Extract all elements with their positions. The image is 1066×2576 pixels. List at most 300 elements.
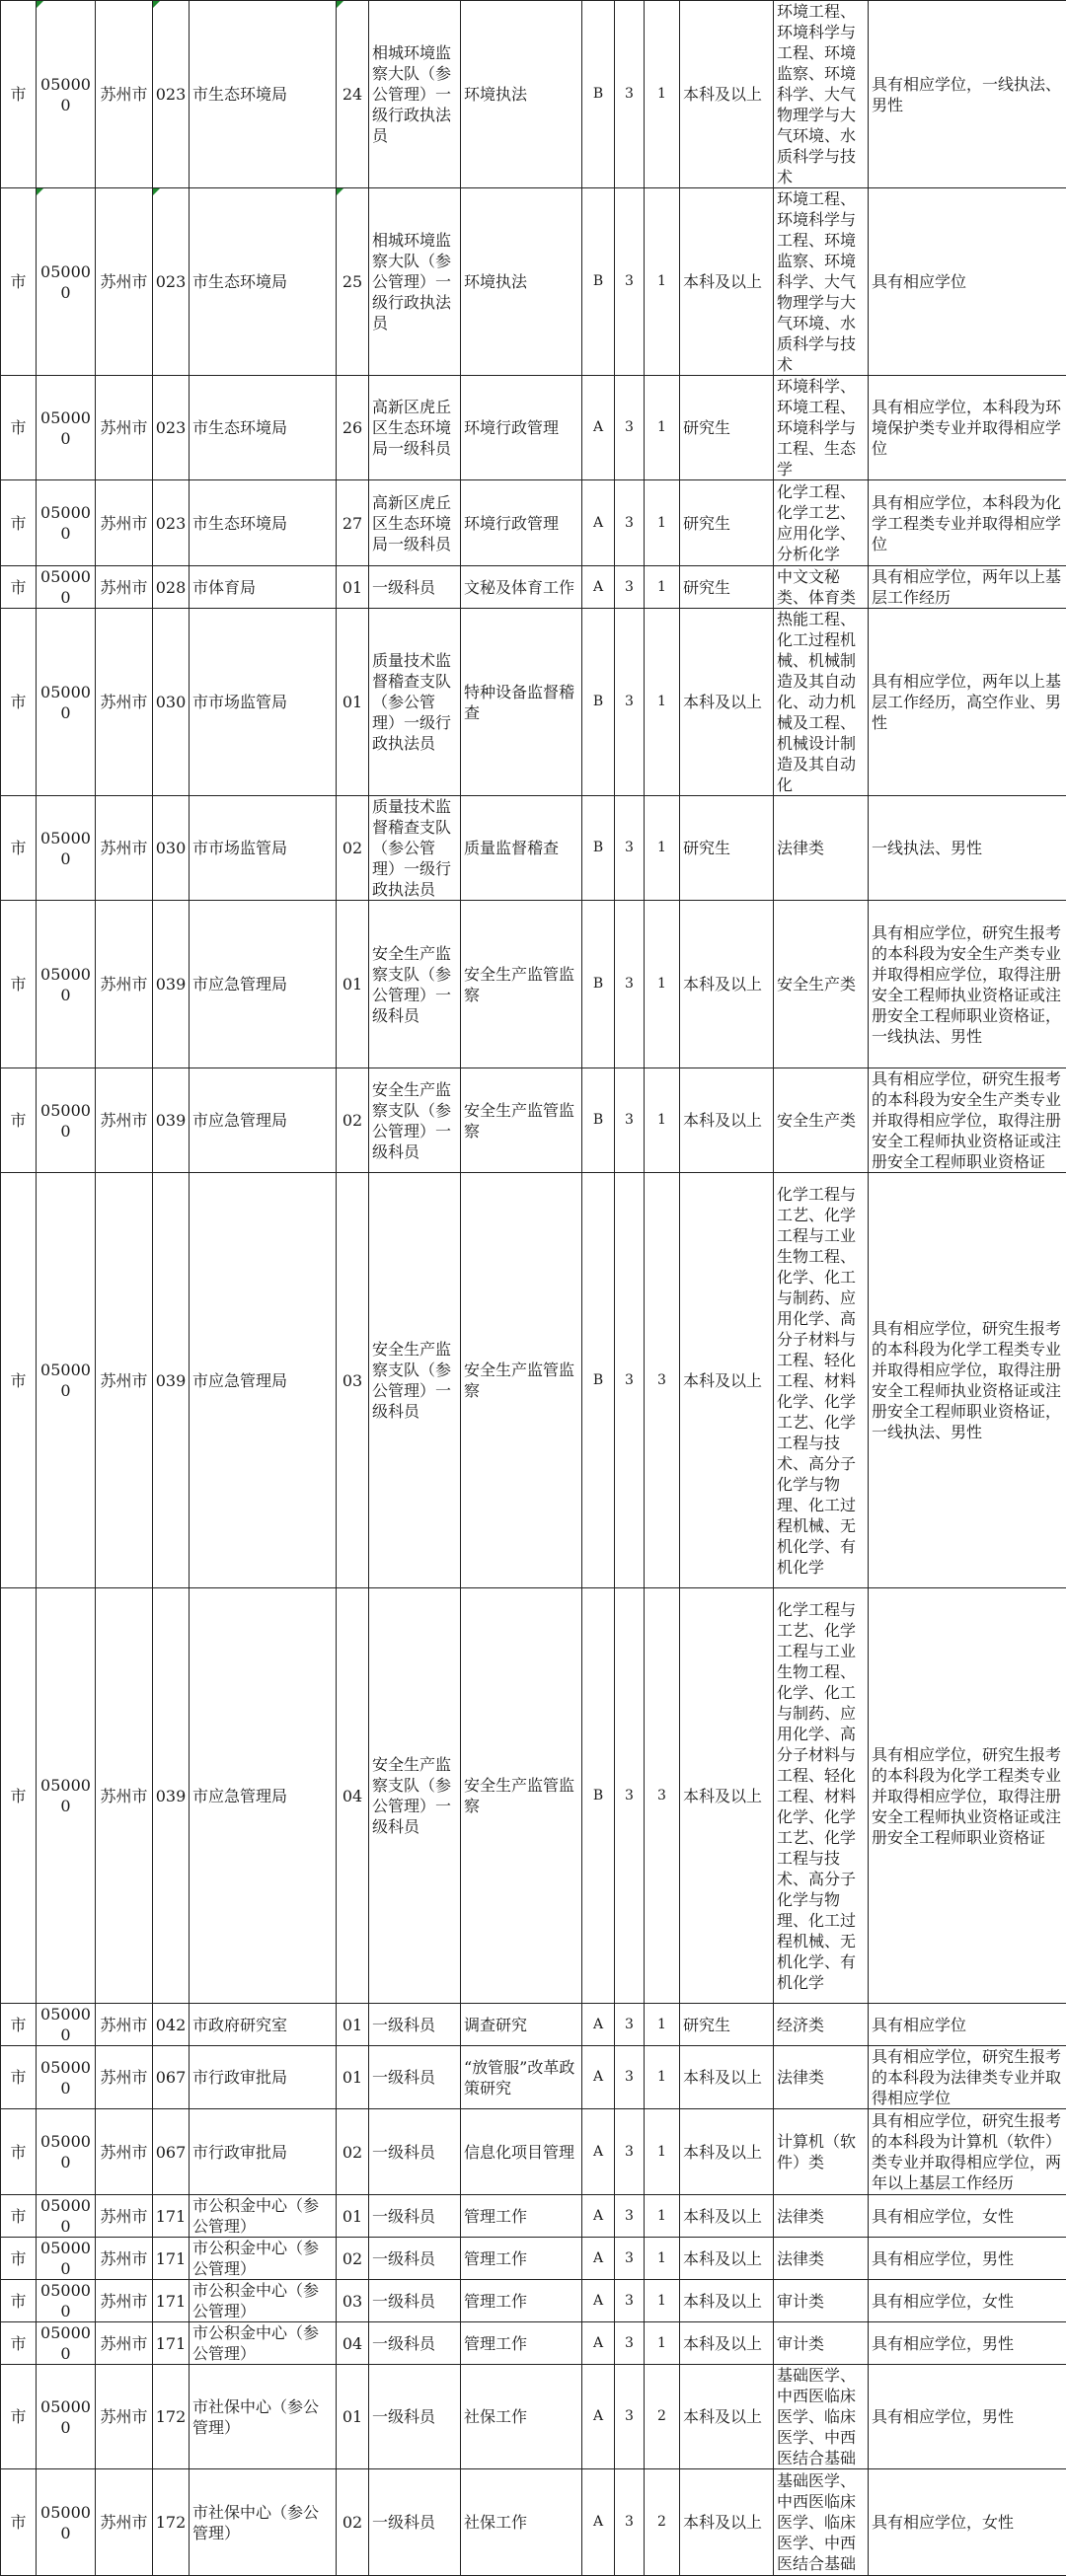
dept-code-cell: 067: [153, 2046, 190, 2109]
unit-cell: 质量技术监督稽查支队（参公管理）一级行政执法员: [369, 609, 461, 796]
exam-category-cell: B: [582, 188, 615, 376]
education-cell: 本科及以上: [680, 2046, 774, 2109]
dept-name-cell: 市应急管理局: [190, 901, 337, 1068]
dept-name-cell: 市应急管理局: [190, 1068, 337, 1173]
table-row: [1, 2469, 1066, 2576]
duty-cell: 社保工作: [461, 2365, 582, 2469]
ratio-cell: 3: [615, 2046, 645, 2109]
ratio-cell: 3: [615, 2238, 645, 2280]
dept-name-cell: 市行政审批局: [190, 2046, 337, 2109]
recruit-code-cell: 050000: [37, 2322, 96, 2365]
exam-category-cell: B: [582, 796, 615, 901]
table-row: [1, 2322, 1066, 2365]
duty-cell: 安全生产监管监察: [461, 1173, 582, 1588]
major-cell: 基础医学、中西医临床医学、临床医学、中西医结合基础: [774, 2365, 869, 2469]
city-cell: 苏州市: [96, 901, 153, 1068]
unit-cell: 质量技术监督稽查支队（参公管理）一级行政执法员: [369, 796, 461, 901]
exam-category-cell: A: [582, 2046, 615, 2109]
requirements-cell: 具有相应学位，男性: [869, 2322, 1066, 2365]
dept-code-cell: 039: [153, 1068, 190, 1173]
unit-cell: 相城环境监察大队（参公管理）一级行政执法员: [369, 1, 461, 188]
recruit-code-cell: 050000: [37, 2195, 96, 2238]
major-cell: 化学工程与工艺、化学工程与工业生物工程、化学、化工与制药、应用化学、高分子材料与工程、轻化工程、材料化学、化学工艺、化学工程与技术、高分子化学与物理、化工过程机械、无机化学、有机化学: [774, 1588, 869, 2004]
education-cell: 本科及以上: [680, 609, 774, 796]
requirements-cell: 具有相应学位，女性: [869, 2195, 1066, 2238]
major-cell: 化学工程与工艺、化学工程与工业生物工程、化学、化工与制药、应用化学、高分子材料与工程、轻化工程、材料化学、化学工艺、化学工程与技术、高分子化学与物理、化工过程机械、无机化学、有机化学: [774, 1173, 869, 1588]
requirements-cell: 具有相应学位，研究生报考的本科段为安全生产类专业并取得相应学位，取得注册安全工程师执业资格证或注册安全工程师职业资格证: [869, 1068, 1066, 1173]
major-cell: 法律类: [774, 2238, 869, 2280]
duty-cell: 信息化项目管理: [461, 2109, 582, 2195]
headcount-cell: 1: [645, 188, 680, 376]
city-cell: 苏州市: [96, 1588, 153, 2004]
exam-category-cell: A: [582, 2195, 615, 2238]
dept-name-cell: 市社保中心（参公管理）: [190, 2365, 337, 2469]
table-row: [1, 1588, 1066, 2004]
major-cell: 中文文秘类、体育类: [774, 566, 869, 609]
major-cell: 审计类: [774, 2280, 869, 2322]
requirements-cell: 具有相应学位，男性: [869, 2238, 1066, 2280]
table-row: [1, 480, 1066, 566]
education-cell: 本科及以上: [680, 188, 774, 376]
position-code-cell: 01: [337, 609, 369, 796]
position-code-cell: 01: [337, 901, 369, 1068]
level-cell: 市: [1, 2004, 37, 2046]
exam-category-cell: B: [582, 609, 615, 796]
dept-code-cell: 023: [153, 1, 190, 188]
level-cell: 市: [1, 1588, 37, 2004]
level-cell: 市: [1, 2280, 37, 2322]
ratio-cell: 3: [615, 609, 645, 796]
duty-cell: 环境执法: [461, 188, 582, 376]
requirements-cell: 具有相应学位，一线执法、男性: [869, 1, 1066, 188]
unit-cell: 一级科员: [369, 2004, 461, 2046]
headcount-cell: 1: [645, 1, 680, 188]
recruit-code-cell: 050000: [37, 796, 96, 901]
recruit-code-cell: 050000: [37, 1, 96, 188]
dept-name-cell: 市体育局: [190, 566, 337, 609]
dept-name-cell: 市生态环境局: [190, 480, 337, 566]
position-code-cell: 02: [337, 2238, 369, 2280]
education-cell: 研究生: [680, 376, 774, 480]
position-code-cell: 01: [337, 2004, 369, 2046]
headcount-cell: 1: [645, 796, 680, 901]
recruit-code-cell: 050000: [37, 2469, 96, 2576]
unit-cell: 一级科员: [369, 2280, 461, 2322]
dept-name-cell: 市生态环境局: [190, 376, 337, 480]
dept-name-cell: 市生态环境局: [190, 188, 337, 376]
recruit-code-cell: 050000: [37, 2046, 96, 2109]
level-cell: 市: [1, 2322, 37, 2365]
city-cell: 苏州市: [96, 480, 153, 566]
table-row: [1, 2195, 1066, 2238]
ratio-cell: 3: [615, 2280, 645, 2322]
education-cell: 本科及以上: [680, 901, 774, 1068]
dept-code-cell: 039: [153, 1173, 190, 1588]
position-code-cell: 02: [337, 1068, 369, 1173]
major-cell: 法律类: [774, 2195, 869, 2238]
level-cell: 市: [1, 2046, 37, 2109]
ratio-cell: 3: [615, 1173, 645, 1588]
dept-name-cell: 市政府研究室: [190, 2004, 337, 2046]
table-row: [1, 609, 1066, 796]
duty-cell: 安全生产监管监察: [461, 1588, 582, 2004]
dept-code-cell: 023: [153, 376, 190, 480]
dept-name-cell: 市应急管理局: [190, 1588, 337, 2004]
headcount-cell: 2: [645, 2469, 680, 2576]
duty-cell: “放管服”改革政策研究: [461, 2046, 582, 2109]
dept-name-cell: 市公积金中心（参公管理）: [190, 2195, 337, 2238]
position-code-cell: 01: [337, 2365, 369, 2469]
exam-category-cell: A: [582, 376, 615, 480]
level-cell: 市: [1, 2469, 37, 2576]
requirements-cell: 具有相应学位，两年以上基层工作经历，高空作业、男性: [869, 609, 1066, 796]
requirements-cell: 具有相应学位，本科段为环境保护类专业并取得相应学位: [869, 376, 1066, 480]
ratio-cell: 3: [615, 480, 645, 566]
education-cell: 本科及以上: [680, 2322, 774, 2365]
unit-cell: 一级科员: [369, 2365, 461, 2469]
city-cell: 苏州市: [96, 2469, 153, 2576]
unit-cell: 一级科员: [369, 2109, 461, 2195]
city-cell: 苏州市: [96, 1, 153, 188]
headcount-cell: 3: [645, 1588, 680, 2004]
dept-code-cell: 171: [153, 2322, 190, 2365]
dept-name-cell: 市社保中心（参公管理）: [190, 2469, 337, 2576]
ratio-cell: 3: [615, 1588, 645, 2004]
exam-category-cell: B: [582, 1173, 615, 1588]
requirements-cell: 具有相应学位: [869, 188, 1066, 376]
education-cell: 本科及以上: [680, 2238, 774, 2280]
unit-cell: 安全生产监察支队（参公管理）一级科员: [369, 1173, 461, 1588]
table-row: [1, 2238, 1066, 2280]
recruit-code-cell: 050000: [37, 2365, 96, 2469]
headcount-cell: 1: [645, 901, 680, 1068]
exam-category-cell: B: [582, 1, 615, 188]
requirements-cell: 具有相应学位，研究生报考的本科段为计算机（软件）类专业并取得相应学位，两年以上基层工作经历: [869, 2109, 1066, 2195]
requirements-cell: 具有相应学位，两年以上基层工作经历: [869, 566, 1066, 609]
ratio-cell: 3: [615, 376, 645, 480]
position-code-cell: 02: [337, 2109, 369, 2195]
major-cell: 热能工程、化工过程机械、机械制造及其自动化、动力机械及工程、机械设计制造及其自动化: [774, 609, 869, 796]
dept-name-cell: 市公积金中心（参公管理）: [190, 2238, 337, 2280]
duty-cell: 特种设备监督稽查: [461, 609, 582, 796]
headcount-cell: 3: [645, 1173, 680, 1588]
duty-cell: 质量监督稽查: [461, 796, 582, 901]
level-cell: 市: [1, 2238, 37, 2280]
exam-category-cell: A: [582, 2238, 615, 2280]
recruit-code-cell: 050000: [37, 2280, 96, 2322]
headcount-cell: 1: [645, 2004, 680, 2046]
duty-cell: 调查研究: [461, 2004, 582, 2046]
level-cell: 市: [1, 901, 37, 1068]
ratio-cell: 3: [615, 901, 645, 1068]
exam-category-cell: B: [582, 1068, 615, 1173]
ratio-cell: 3: [615, 566, 645, 609]
headcount-cell: 1: [645, 2238, 680, 2280]
recruit-code-cell: 050000: [37, 1588, 96, 2004]
unit-cell: 高新区虎丘区生态环境局一级科员: [369, 480, 461, 566]
level-cell: 市: [1, 1, 37, 188]
unit-cell: 相城环境监察大队（参公管理）一级行政执法员: [369, 188, 461, 376]
headcount-cell: 1: [645, 609, 680, 796]
education-cell: 研究生: [680, 796, 774, 901]
position-code-cell: 02: [337, 796, 369, 901]
dept-code-cell: 171: [153, 2280, 190, 2322]
major-cell: 环境科学、环境工程、环境科学与工程、生态学: [774, 376, 869, 480]
level-cell: 市: [1, 376, 37, 480]
requirements-cell: 具有相应学位: [869, 2004, 1066, 2046]
table-row: [1, 2004, 1066, 2046]
level-cell: 市: [1, 2195, 37, 2238]
unit-cell: 安全生产监察支队（参公管理）一级科员: [369, 901, 461, 1068]
dept-code-cell: 067: [153, 2109, 190, 2195]
dept-name-cell: 市生态环境局: [190, 1, 337, 188]
dept-code-cell: 172: [153, 2365, 190, 2469]
requirements-cell: 具有相应学位，研究生报考的本科段为化学工程类专业并取得相应学位，取得注册安全工程师执业资格证或注册安全工程师职业资格证，一线执法、男性: [869, 1173, 1066, 1588]
duty-cell: 环境执法: [461, 1, 582, 188]
duty-cell: 管理工作: [461, 2238, 582, 2280]
table-row: [1, 1068, 1066, 1173]
major-cell: 环境工程、环境科学与工程、环境监察、环境科学、大气物理学与大气环境、水质科学与技术: [774, 188, 869, 376]
position-code-cell: 03: [337, 2280, 369, 2322]
level-cell: 市: [1, 609, 37, 796]
exam-category-cell: A: [582, 2365, 615, 2469]
exam-category-cell: A: [582, 566, 615, 609]
city-cell: 苏州市: [96, 566, 153, 609]
table-row: [1, 1173, 1066, 1588]
major-cell: 化学工程、化学工艺、应用化学、分析化学: [774, 480, 869, 566]
recruit-code-cell: 050000: [37, 566, 96, 609]
recruit-code-cell: 050000: [37, 901, 96, 1068]
exam-category-cell: A: [582, 480, 615, 566]
position-code-cell: 04: [337, 1588, 369, 2004]
duty-cell: 环境行政管理: [461, 376, 582, 480]
duty-cell: 社保工作: [461, 2469, 582, 2576]
recruit-code-cell: 050000: [37, 188, 96, 376]
level-cell: 市: [1, 2365, 37, 2469]
dept-name-cell: 市行政审批局: [190, 2109, 337, 2195]
requirements-cell: 具有相应学位，研究生报考的本科段为安全生产类专业并取得相应学位，取得注册安全工程师执业资格证或注册安全工程师职业资格证，一线执法、男性: [869, 901, 1066, 1068]
dept-name-cell: 市应急管理局: [190, 1173, 337, 1588]
recruit-code-cell: 050000: [37, 609, 96, 796]
city-cell: 苏州市: [96, 1173, 153, 1588]
city-cell: 苏州市: [96, 2004, 153, 2046]
duty-cell: 管理工作: [461, 2322, 582, 2365]
dept-name-cell: 市市场监管局: [190, 609, 337, 796]
level-cell: 市: [1, 1173, 37, 1588]
dept-code-cell: 039: [153, 901, 190, 1068]
exam-category-cell: B: [582, 1588, 615, 2004]
table-row: [1, 376, 1066, 480]
table-row: [1, 796, 1066, 901]
table-row: [1, 2046, 1066, 2109]
ratio-cell: 3: [615, 1068, 645, 1173]
education-cell: 本科及以上: [680, 1068, 774, 1173]
exam-category-cell: A: [582, 2469, 615, 2576]
position-code-cell: 01: [337, 2195, 369, 2238]
headcount-cell: 1: [645, 2046, 680, 2109]
position-code-cell: 01: [337, 566, 369, 609]
city-cell: 苏州市: [96, 609, 153, 796]
unit-cell: 一级科员: [369, 2469, 461, 2576]
city-cell: 苏州市: [96, 1068, 153, 1173]
city-cell: 苏州市: [96, 796, 153, 901]
education-cell: 本科及以上: [680, 2365, 774, 2469]
recruit-code-cell: 050000: [37, 376, 96, 480]
requirements-cell: 具有相应学位，研究生报考的本科段为化学工程类专业并取得相应学位，取得注册安全工程师执业资格证或注册安全工程师职业资格证: [869, 1588, 1066, 2004]
dept-code-cell: 028: [153, 566, 190, 609]
headcount-cell: 2: [645, 2365, 680, 2469]
dept-name-cell: 市公积金中心（参公管理）: [190, 2322, 337, 2365]
position-code-cell: 25: [337, 188, 369, 376]
unit-cell: 一级科员: [369, 2046, 461, 2109]
dept-name-cell: 市公积金中心（参公管理）: [190, 2280, 337, 2322]
unit-cell: 高新区虎丘区生态环境局一级科员: [369, 376, 461, 480]
education-cell: 研究生: [680, 480, 774, 566]
education-cell: 本科及以上: [680, 1, 774, 188]
requirements-cell: 一线执法、男性: [869, 796, 1066, 901]
dept-code-cell: 039: [153, 1588, 190, 2004]
major-cell: 安全生产类: [774, 1068, 869, 1173]
unit-cell: 安全生产监察支队（参公管理）一级科员: [369, 1068, 461, 1173]
headcount-cell: 1: [645, 480, 680, 566]
ratio-cell: 3: [615, 2109, 645, 2195]
city-cell: 苏州市: [96, 2046, 153, 2109]
education-cell: 本科及以上: [680, 2109, 774, 2195]
education-cell: 本科及以上: [680, 1588, 774, 2004]
unit-cell: 一级科员: [369, 2195, 461, 2238]
education-cell: 本科及以上: [680, 2195, 774, 2238]
position-code-cell: 27: [337, 480, 369, 566]
table-row: [1, 901, 1066, 1068]
requirements-cell: 具有相应学位，本科段为化学工程类专业并取得相应学位: [869, 480, 1066, 566]
requirements-cell: 具有相应学位，女性: [869, 2280, 1066, 2322]
duty-cell: 管理工作: [461, 2195, 582, 2238]
education-cell: 研究生: [680, 566, 774, 609]
exam-category-cell: A: [582, 2280, 615, 2322]
level-cell: 市: [1, 796, 37, 901]
major-cell: 经济类: [774, 2004, 869, 2046]
recruit-code-cell: 050000: [37, 2004, 96, 2046]
dept-code-cell: 023: [153, 480, 190, 566]
duty-cell: 安全生产监管监察: [461, 1068, 582, 1173]
headcount-cell: 1: [645, 1068, 680, 1173]
duty-cell: 安全生产监管监察: [461, 901, 582, 1068]
duty-cell: 文秘及体育工作: [461, 566, 582, 609]
exam-category-cell: B: [582, 901, 615, 1068]
education-cell: 本科及以上: [680, 2469, 774, 2576]
city-cell: 苏州市: [96, 376, 153, 480]
education-cell: 研究生: [680, 2004, 774, 2046]
recruit-code-cell: 050000: [37, 1068, 96, 1173]
unit-cell: 一级科员: [369, 2238, 461, 2280]
headcount-cell: 1: [645, 2322, 680, 2365]
unit-cell: 安全生产监察支队（参公管理）一级科员: [369, 1588, 461, 2004]
city-cell: 苏州市: [96, 188, 153, 376]
table-row: [1, 2365, 1066, 2469]
dept-code-cell: 023: [153, 188, 190, 376]
recruit-code-cell: 050000: [37, 480, 96, 566]
ratio-cell: 3: [615, 188, 645, 376]
table-row: [1, 188, 1066, 376]
dept-code-cell: 030: [153, 796, 190, 901]
recruit-code-cell: 050000: [37, 2109, 96, 2195]
headcount-cell: 1: [645, 2109, 680, 2195]
ratio-cell: 3: [615, 796, 645, 901]
level-cell: 市: [1, 480, 37, 566]
position-code-cell: 01: [337, 2046, 369, 2109]
major-cell: 计算机（软件）类: [774, 2109, 869, 2195]
table-row: [1, 2280, 1066, 2322]
dept-code-cell: 171: [153, 2195, 190, 2238]
level-cell: 市: [1, 2109, 37, 2195]
major-cell: 法律类: [774, 2046, 869, 2109]
exam-category-cell: A: [582, 2322, 615, 2365]
education-cell: 本科及以上: [680, 1173, 774, 1588]
dept-code-cell: 171: [153, 2238, 190, 2280]
table-row: [1, 2109, 1066, 2195]
major-cell: 安全生产类: [774, 901, 869, 1068]
education-cell: 本科及以上: [680, 2280, 774, 2322]
headcount-cell: 1: [645, 2195, 680, 2238]
ratio-cell: 3: [615, 2469, 645, 2576]
dept-code-cell: 030: [153, 609, 190, 796]
dept-name-cell: 市市场监管局: [190, 796, 337, 901]
position-code-cell: 02: [337, 2469, 369, 2576]
unit-cell: 一级科员: [369, 2322, 461, 2365]
table-row: [1, 566, 1066, 609]
dept-code-cell: 172: [153, 2469, 190, 2576]
city-cell: 苏州市: [96, 2195, 153, 2238]
duty-cell: 环境行政管理: [461, 480, 582, 566]
city-cell: 苏州市: [96, 2365, 153, 2469]
level-cell: 市: [1, 566, 37, 609]
major-cell: 环境工程、环境科学与工程、环境监察、环境科学、大气物理学与大气环境、水质科学与技术: [774, 1, 869, 188]
requirements-cell: 具有相应学位，男性: [869, 2365, 1066, 2469]
ratio-cell: 3: [615, 2195, 645, 2238]
city-cell: 苏州市: [96, 2322, 153, 2365]
dept-code-cell: 042: [153, 2004, 190, 2046]
recruit-code-cell: 050000: [37, 1173, 96, 1588]
headcount-cell: 1: [645, 566, 680, 609]
duty-cell: 管理工作: [461, 2280, 582, 2322]
requirements-cell: 具有相应学位，女性: [869, 2469, 1066, 2576]
level-cell: 市: [1, 1068, 37, 1173]
headcount-cell: 1: [645, 2280, 680, 2322]
unit-cell: 一级科员: [369, 566, 461, 609]
exam-category-cell: A: [582, 2109, 615, 2195]
exam-category-cell: A: [582, 2004, 615, 2046]
ratio-cell: 3: [615, 2322, 645, 2365]
position-code-cell: 03: [337, 1173, 369, 1588]
city-cell: 苏州市: [96, 2109, 153, 2195]
requirements-cell: 具有相应学位，研究生报考的本科段为法律类专业并取得相应学位: [869, 2046, 1066, 2109]
headcount-cell: 1: [645, 376, 680, 480]
major-cell: 审计类: [774, 2322, 869, 2365]
major-cell: 法律类: [774, 796, 869, 901]
city-cell: 苏州市: [96, 2238, 153, 2280]
city-cell: 苏州市: [96, 2280, 153, 2322]
major-cell: 基础医学、中西医临床医学、临床医学、中西医结合基础: [774, 2469, 869, 2576]
ratio-cell: 3: [615, 1, 645, 188]
position-code-cell: 26: [337, 376, 369, 480]
position-code-cell: 24: [337, 1, 369, 188]
level-cell: 市: [1, 188, 37, 376]
recruit-code-cell: 050000: [37, 2238, 96, 2280]
ratio-cell: 3: [615, 2004, 645, 2046]
ratio-cell: 3: [615, 2365, 645, 2469]
position-code-cell: 04: [337, 2322, 369, 2365]
table-row: [1, 1, 1066, 188]
